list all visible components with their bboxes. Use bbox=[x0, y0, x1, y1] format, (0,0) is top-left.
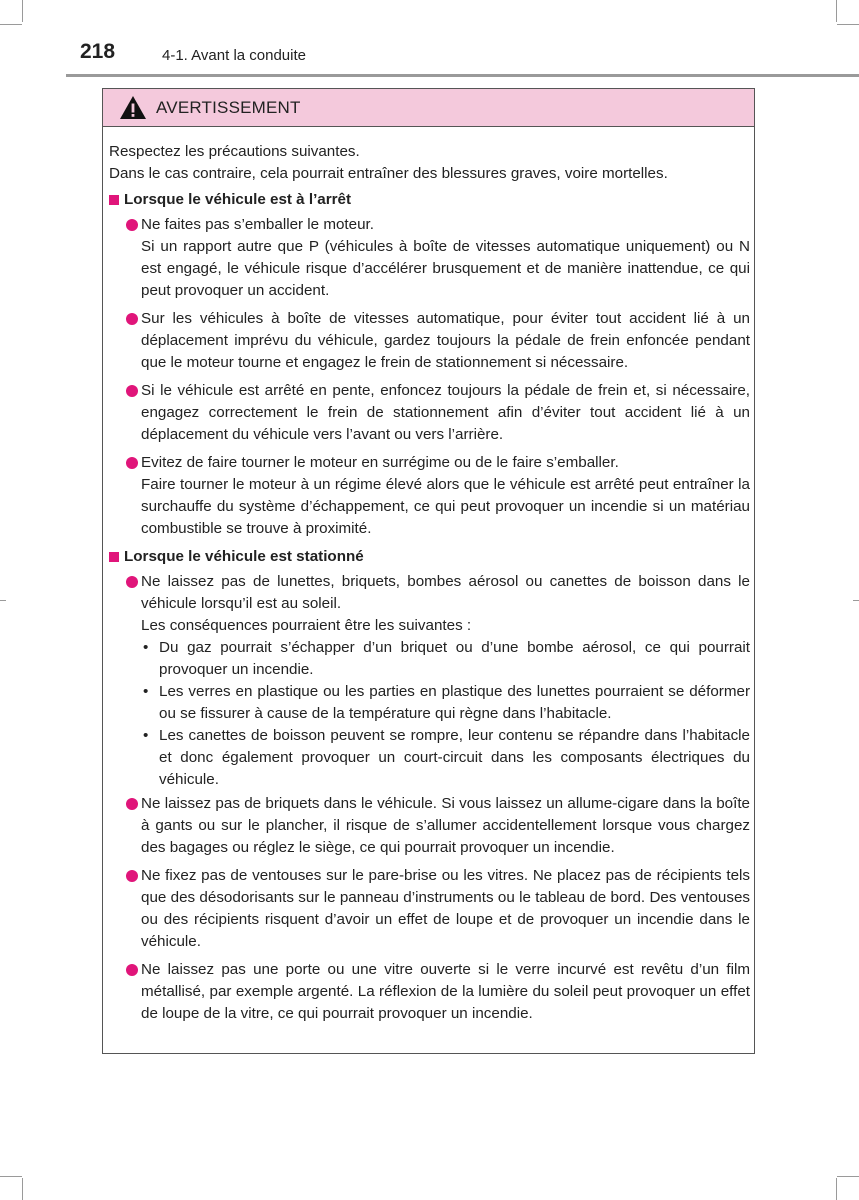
list-item bbox=[109, 571, 750, 637]
section-title: 4-1. Avant la conduite bbox=[162, 47, 306, 64]
dot-bullet-icon bbox=[126, 798, 138, 810]
crop-mark bbox=[0, 1176, 22, 1177]
square-bullet-icon bbox=[109, 195, 119, 205]
dot-bullet-icon bbox=[126, 870, 138, 882]
item-text: Si le véhicule est arrêté en pente, enfoncez toujours la pédale de frein et, si nécessaire, engagez correctement le frein de stationnement afin d’éviter tout accident lié à un déplacement du véhicule vers l’avant ou vers l’arrière. bbox=[141, 382, 750, 443]
crop-mark bbox=[853, 600, 859, 601]
warning-triangle-icon bbox=[119, 95, 147, 120]
item-text: Ne laissez pas une porte ou une vitre ouverte si le verre incurvé est revêtu d’un film métallisé, par exemple argenté. La réflexion de la lumière du soleil peut provoquer un effet de loupe de la vitre, ce qui pourrait provoquer un incendie. bbox=[141, 961, 750, 1022]
crop-mark bbox=[837, 1176, 859, 1177]
list-item bbox=[109, 865, 750, 953]
intro-line: Respectez les précautions suivantes. bbox=[109, 143, 360, 160]
dot-bullet-icon bbox=[126, 385, 138, 397]
section-heading: Lorsque le véhicule est stationné bbox=[109, 546, 750, 568]
page-number: 218 bbox=[80, 40, 116, 63]
item-text: Faire tourner le moteur à un régime élevé alors que le véhicule est arrêté peut entraîner la surchauffe du système d’échappement, ce qui peut provoquer un incendie si un matériau combustible se trouve à proximité. bbox=[141, 476, 750, 537]
warning-box bbox=[102, 88, 755, 1054]
square-bullet-icon bbox=[109, 552, 119, 562]
sub-bullet-icon: • bbox=[143, 683, 149, 700]
dot-bullet-icon bbox=[126, 219, 138, 231]
crop-mark bbox=[22, 1178, 23, 1200]
sub-bullet-item: • Les verres en plastique ou les parties en plastique des lunettes pourraient se déformer ou se fissurer à cause de la température qui règne dans l’habitacle. bbox=[143, 683, 750, 722]
item-text: Ne laissez pas de lunettes, briquets, bombes aérosol ou canettes de boisson dans le véhicule lorsqu’il est au soleil. bbox=[141, 573, 750, 612]
item-lead: Evitez de faire tourner le moteur en surrégime ou de le faire s’emballer. bbox=[141, 454, 619, 471]
dot-bullet-icon bbox=[126, 964, 138, 976]
item-lead: Ne faites pas s’emballer le moteur. bbox=[141, 216, 374, 233]
dot-bullet-icon bbox=[126, 576, 138, 588]
item-text: Ne laissez pas de briquets dans le véhicule. Si vous laissez un allume-cigare dans la boîte à gants ou sur le plancher, il risque de s’allumer accidentellement lorsque vous chargez des bagages ou réglez le siège, ce qui pourrait provoquer un incendie. bbox=[141, 795, 750, 856]
crop-mark bbox=[837, 24, 859, 25]
intro-line: Dans le cas contraire, cela pourrait entraîner des blessures graves, voire mortelles. bbox=[109, 165, 668, 182]
list-item bbox=[109, 452, 750, 540]
crop-mark bbox=[22, 0, 23, 22]
item-text: Si un rapport autre que P (véhicules à boîte de vitesses automatique uniquement) ou N est engagé, le véhicule risque d’accélérer brusquement et de manière inattendue, ce qui peut provoquer un accident. bbox=[141, 238, 750, 299]
warning-title: AVERTISSEMENT bbox=[156, 97, 301, 117]
list-item bbox=[109, 959, 750, 1025]
dot-bullet-icon bbox=[126, 313, 138, 325]
crop-mark bbox=[836, 1178, 837, 1200]
item-text: Ne fixez pas de ventouses sur le pare-brise ou les vitres. Ne placez pas de récipients tels que des désodorisants sur le panneau d’instruments ou le tableau de bord. Des ventouses ou des récipients risquent d’avoir un effet de loupe et de provoquer un incendie dans le véhicule. bbox=[141, 867, 750, 950]
list-item bbox=[109, 380, 750, 446]
sub-bullet-item: • Les canettes de boisson peuvent se rompre, leur contenu se répandre dans l’habitacle et donc également provoquer un court-circuit dans les composants électriques du véhicule. bbox=[143, 727, 750, 788]
item-text: Sur les véhicules à boîte de vitesses automatique, pour éviter tout accident lié à un déplacement imprévu du véhicule, gardez toujours la pédale de frein enfoncée pendant que le moteur tourne et engagez le frein de stationnement si nécessaire. bbox=[141, 310, 750, 371]
list-item bbox=[109, 308, 750, 374]
sub-bullet-icon: • bbox=[143, 639, 149, 656]
header-rule bbox=[66, 74, 859, 77]
sub-bullet-icon: • bbox=[143, 727, 149, 744]
crop-mark bbox=[836, 0, 837, 22]
item-text: Les conséquences pourraient être les suivantes : bbox=[141, 617, 472, 634]
warning-header bbox=[103, 89, 754, 127]
sub-bullet-item: • Du gaz pourrait s’échapper d’un briquet ou d’une bombe aérosol, ce qui pourrait provoquer un incendie. bbox=[143, 639, 750, 678]
section-heading: Lorsque le véhicule est à l’arrêt bbox=[109, 189, 750, 211]
dot-bullet-icon bbox=[126, 457, 138, 469]
list-item bbox=[109, 793, 750, 859]
crop-mark bbox=[0, 24, 22, 25]
list-item bbox=[109, 214, 750, 302]
warning-body bbox=[109, 141, 750, 1031]
crop-mark bbox=[0, 600, 6, 601]
